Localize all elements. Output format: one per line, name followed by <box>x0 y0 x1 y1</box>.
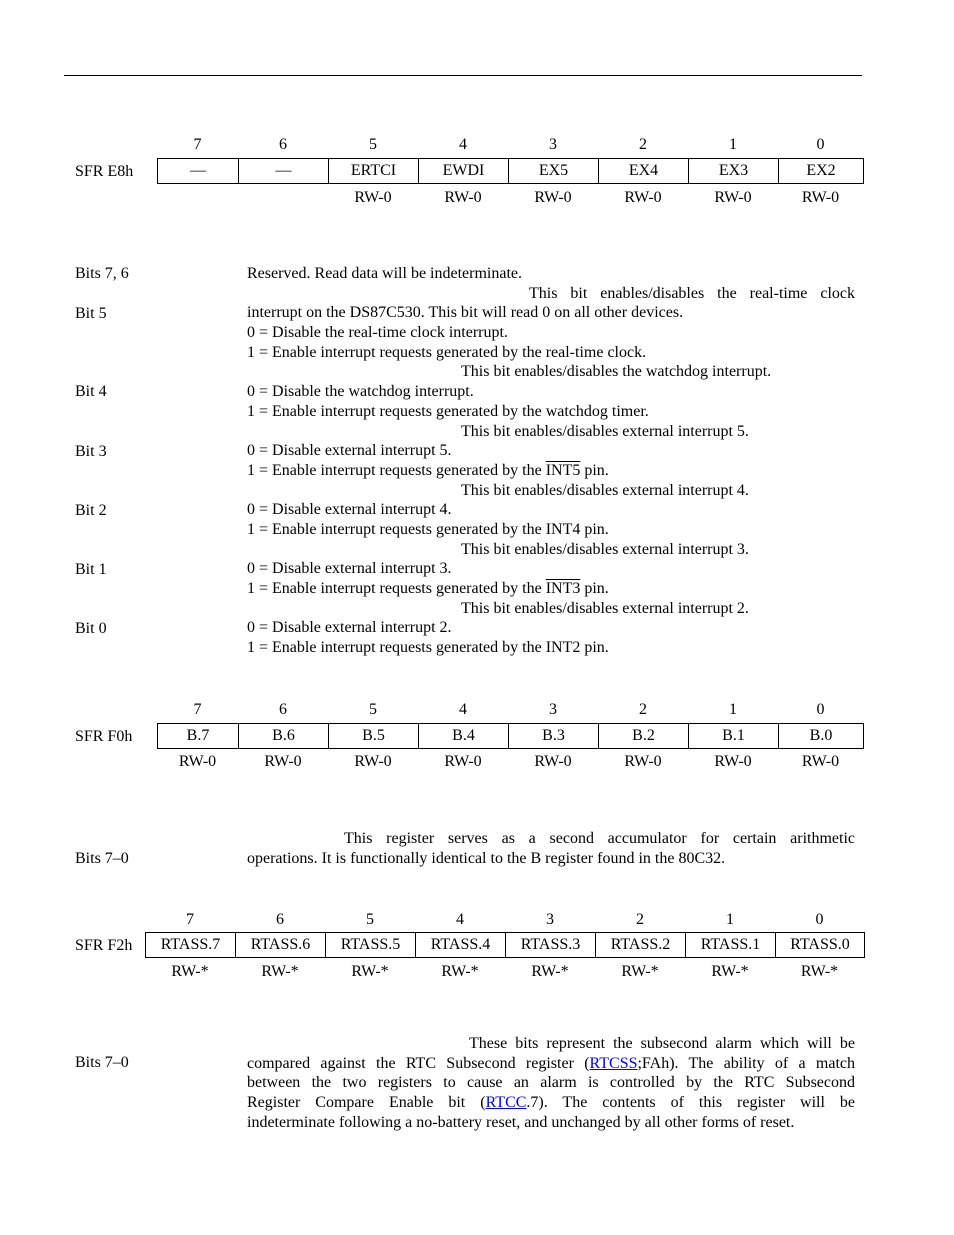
access-cell: RW-0 <box>714 753 752 770</box>
bit-cell: — <box>239 159 329 184</box>
rtcss-link[interactable]: RTCSS <box>589 1054 638 1072</box>
desc-line: 0 = Disable the real-time clock interrupt. <box>247 324 508 342</box>
access-cell: RW-0 <box>714 189 752 206</box>
f0-bits-label: Bits 7–0 <box>75 850 129 867</box>
desc-line: 1 = Enable interrupt requests generated by the watchdog timer. <box>247 402 649 420</box>
desc-text: pin. <box>580 580 609 597</box>
sfr-f0-register <box>157 723 864 749</box>
bit-number: 6 <box>279 136 287 153</box>
desc-line: 1 = Enable interrupt requests generated by the INT2 pin. <box>247 639 609 657</box>
desc-line: This register serves as a second accumulator for certain arithmetic <box>344 830 855 847</box>
bit-number: 1 <box>729 136 737 153</box>
bit-number: 4 <box>459 701 467 718</box>
bit-cell: RTASS.4 <box>416 933 506 958</box>
access-cell: RW-* <box>441 963 479 980</box>
desc-line: indeterminate following a no-battery reset, and unchanged by all other forms of reset. <box>247 1113 795 1131</box>
f0-bit-numbers <box>157 700 863 720</box>
bit-cell: EX2 <box>779 159 864 184</box>
bit-number: 6 <box>279 701 287 718</box>
access-cell: RW-* <box>531 963 569 980</box>
desc-line <box>247 579 855 599</box>
desc-line: 0 = Disable external interrupt 4. <box>247 501 452 519</box>
desc-line: between the two registers to cause an alarm is controlled by the RTC Subsecond <box>247 1074 855 1092</box>
desc-line: This bit enables/disables external interrupt 2. <box>461 599 749 617</box>
access-cell: RW-0 <box>801 753 840 770</box>
bit-number: 7 <box>186 911 194 928</box>
bit-cell: RTASS.7 <box>146 933 236 958</box>
access-cell: RW-0 <box>444 753 482 770</box>
desc-line: This bit enables/disables external interrupt 5. <box>461 422 749 440</box>
desc-line: interrupt on the DS87C530. This bit will read 0 on all other devices. <box>247 304 684 322</box>
desc-text: ;FAh). The ability of a match <box>637 1054 856 1072</box>
access-cell: RW-0 <box>801 189 840 206</box>
access-cell: RW-0 <box>264 753 302 770</box>
desc-line: operations. It is functionally identical to the B register found in the 80C32. <box>247 849 726 867</box>
access-cell: RW-* <box>261 963 299 980</box>
access-cell: RW-* <box>171 963 209 980</box>
desc-text: pin. <box>580 461 609 479</box>
bit-cell: B.5 <box>329 724 419 749</box>
desc-line: This bit enables/disables the real-time clock <box>529 284 855 302</box>
header-rule <box>64 75 862 76</box>
f2-description <box>247 1034 855 1132</box>
sfr-f2-label: SFR F2h <box>75 937 133 954</box>
bit-cell: RTASS.3 <box>506 933 596 958</box>
desc-text: Register Compare Enable bit ( <box>247 1094 486 1112</box>
access-cell: RW-0 <box>178 753 217 770</box>
bit-cell: EX3 <box>689 159 779 184</box>
desc-line: 1 = Enable interrupt requests generated by the INT4 pin. <box>247 520 609 538</box>
f2-bits-label: Bits 7–0 <box>75 1054 129 1071</box>
bit2-label: Bit 2 <box>75 502 107 519</box>
int3-pin-name: INT3 <box>545 580 581 597</box>
sfr-e8-label: SFR E8h <box>75 163 134 180</box>
bit-cell: RTASS.1 <box>686 933 776 958</box>
desc-line: This bit enables/disables external interrupt 3. <box>461 540 749 558</box>
desc-line: This bit enables/disables the watchdog interrupt. <box>461 363 772 381</box>
bit-cell: RTASS.6 <box>236 933 326 958</box>
desc-line <box>247 1054 855 1074</box>
sfr-e8-register <box>157 158 864 184</box>
desc-line: 0 = Disable external interrupt 5. <box>247 442 452 460</box>
bit-cell: B.3 <box>509 724 599 749</box>
desc-text: 1 = Enable interrupt requests generated by the <box>247 580 546 597</box>
desc-line: 0 = Disable external interrupt 2. <box>247 619 452 637</box>
e8-description <box>247 264 855 658</box>
bit5-label: Bit 5 <box>75 305 107 322</box>
bit0-label: Bit 0 <box>75 620 107 637</box>
bit-number: 2 <box>639 701 647 718</box>
bit-cell: B.6 <box>239 724 329 749</box>
bit-number: 2 <box>636 911 644 928</box>
bit-cell: EX4 <box>599 159 689 184</box>
bit-number: 7 <box>193 701 202 718</box>
bit-cell: — <box>158 159 239 184</box>
bit-number: 3 <box>549 701 557 718</box>
desc-line: 0 = Disable the watchdog interrupt. <box>247 383 474 401</box>
access-cell: RW-0 <box>534 753 572 770</box>
access-cell: RW-0 <box>534 189 572 206</box>
bit3-label: Bit 3 <box>75 443 107 460</box>
bit-cell: B.2 <box>599 724 689 749</box>
bit-number: 5 <box>369 136 377 153</box>
bit-cell: EX5 <box>509 159 599 184</box>
bit-number: 7 <box>193 136 202 153</box>
bit-number: 5 <box>369 701 377 718</box>
e8-bit-numbers <box>157 135 863 155</box>
bit-cell: RTASS.5 <box>326 933 416 958</box>
desc-line: Reserved. Read data will be indeterminate. <box>247 265 523 282</box>
bits76-label: Bits 7, 6 <box>75 265 129 282</box>
access-cell: RW-0 <box>624 189 662 206</box>
int5-pin-name: INT5 <box>545 461 581 479</box>
f0-description <box>247 829 855 868</box>
desc-line <box>247 1093 855 1113</box>
access-cell: RW-0 <box>354 753 392 770</box>
bit-cell: B.7 <box>158 724 239 749</box>
f2-access-row <box>145 962 864 982</box>
desc-line <box>247 461 855 481</box>
access-cell: RW-* <box>800 963 839 980</box>
f2-bit-numbers <box>145 910 864 930</box>
bit-number: 0 <box>816 136 825 153</box>
bit-number: 4 <box>459 136 467 153</box>
f0-access-row <box>157 752 863 772</box>
access-cell: RW-0 <box>354 189 392 206</box>
desc-text: .7). The contents of this register will be <box>526 1094 855 1112</box>
bit-cell: RTASS.2 <box>596 933 686 958</box>
bit-number: 6 <box>276 911 284 928</box>
bit-number: 1 <box>726 911 734 928</box>
bit-cell: EWDI <box>419 159 509 184</box>
bit-cell: B.0 <box>779 724 864 749</box>
access-cell: RW-0 <box>444 189 482 206</box>
access-cell: RW-* <box>711 963 749 980</box>
bit1-label: Bit 1 <box>75 561 107 578</box>
bit4-label: Bit 4 <box>75 383 107 400</box>
desc-line: These bits represent the subsecond alarm which will be <box>469 1035 855 1052</box>
bit-number: 0 <box>816 701 825 718</box>
bit-number: 3 <box>549 136 557 153</box>
bit-number: 4 <box>456 911 464 928</box>
rtcc-link[interactable]: RTCC <box>485 1094 527 1112</box>
bit-number: 3 <box>546 911 554 928</box>
desc-line: 0 = Disable external interrupt 3. <box>247 560 452 578</box>
sfr-f0-label: SFR F0h <box>75 728 133 745</box>
bit-cell: ERTCI <box>329 159 419 184</box>
sfr-f2-register <box>145 932 865 958</box>
bit-cell: B.4 <box>419 724 509 749</box>
desc-text: 1 = Enable interrupt requests generated by the <box>247 461 546 479</box>
bit-cell: B.1 <box>689 724 779 749</box>
e8-access-row <box>328 188 863 208</box>
bit-number: 2 <box>639 136 647 153</box>
access-cell: RW-* <box>621 963 659 980</box>
bit-number: 1 <box>729 701 737 718</box>
access-cell: RW-0 <box>624 753 662 770</box>
desc-line: 1 = Enable interrupt requests generated by the real-time clock. <box>247 343 647 361</box>
bit-number: 5 <box>366 911 374 928</box>
access-cell: RW-* <box>351 963 389 980</box>
bit-number: 0 <box>815 911 824 928</box>
bit-cell: RTASS.0 <box>776 933 865 958</box>
desc-text: compared against the RTC Subsecond register ( <box>247 1054 590 1072</box>
desc-line: This bit enables/disables external interrupt 4. <box>461 481 749 499</box>
